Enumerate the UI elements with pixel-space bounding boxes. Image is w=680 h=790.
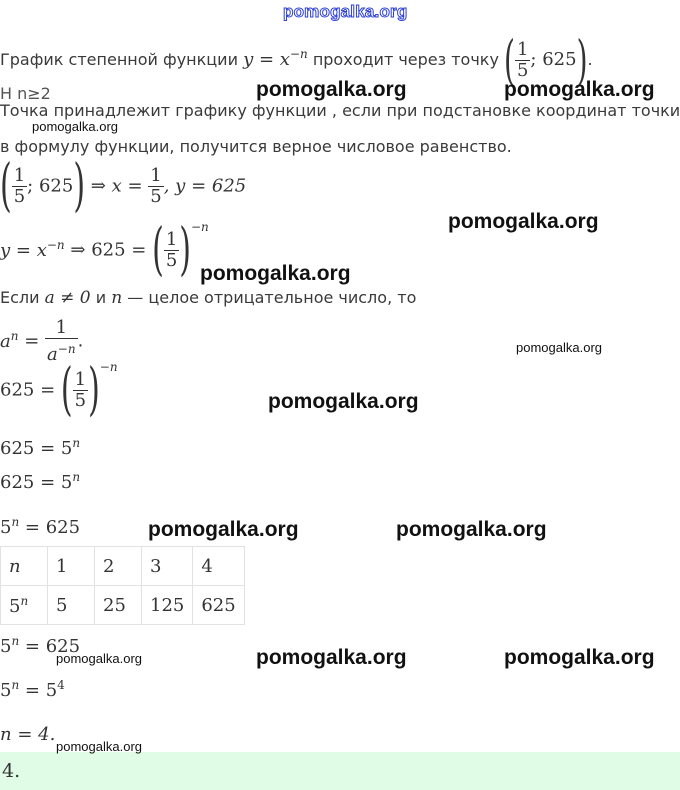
- table-cell: 125: [142, 586, 193, 625]
- watermark: pomogalka.org: [396, 518, 547, 541]
- intro-through: проходит через точку: [312, 50, 499, 69]
- table-cell: 2: [95, 547, 142, 586]
- intro-line: График степенной функции $y = x^{-n}$ проходит через точку ( $\frac{1}{5}$ ; 625).: [0, 29, 593, 92]
- watermark: pomogalka.org: [148, 518, 299, 541]
- intro-formula: $y = x^{-n}$: [243, 47, 308, 70]
- rule-line-2: в формулу функции, получится верное числовое равенство.: [0, 137, 512, 156]
- powers-table: [0, 546, 245, 625]
- table-cell: 3: [142, 547, 193, 586]
- definition-formula: $a^n$ = $\frac{1}{a^{-n}}$ .: [0, 317, 84, 365]
- math-step-3: 625 = ( $\frac{1}{5}$ )$^{-n}$: [0, 357, 118, 424]
- watermark: pomogalka.org: [504, 646, 655, 669]
- table-row: [1, 586, 245, 625]
- table-cell: 25: [95, 586, 142, 625]
- table-cell: 4: [193, 547, 244, 586]
- watermark: pomogalka.org: [504, 78, 655, 101]
- answer-box: [0, 752, 680, 790]
- table-cell: n: [1, 547, 48, 586]
- condition-line: Если a ≠ 0 и n — целое отрицательное число, то: [0, 288, 417, 308]
- math-step-2: $y = x^{-n}$ ⇒ 625 = ( $\frac{1}{5}$ )$^{-n}$: [0, 217, 209, 284]
- intro-text: График степенной функции: [0, 50, 238, 69]
- watermark: pomogalka.org: [56, 739, 142, 754]
- watermark: pomogalka.org: [448, 210, 599, 233]
- watermark: pomogalka.org: [256, 78, 407, 101]
- rule-line-1: Точка принадлежит графику функции , если при подстановке координат точки: [0, 101, 680, 120]
- math-step-8: $5^n = 5^4$: [0, 678, 65, 701]
- math-step-7: $5^n = 625$: [0, 634, 81, 657]
- table-row: [1, 547, 245, 586]
- table-cell: 5: [48, 586, 95, 625]
- math-step-9: n = 4.: [0, 724, 56, 745]
- watermark: pomogalka.org: [32, 119, 118, 134]
- watermark-top: pomogalka.org: [283, 2, 408, 21]
- watermark: pomogalka.org: [200, 262, 351, 285]
- watermark: pomogalka.org: [268, 390, 419, 413]
- partial-line: Н n≥2: [0, 84, 51, 103]
- watermark: pomogalka.org: [516, 340, 602, 355]
- answer-value: 4.: [2, 760, 21, 782]
- watermark: pomogalka.org: [256, 646, 407, 669]
- table-cell: 625: [193, 586, 244, 625]
- table-cell: 1: [48, 547, 95, 586]
- intro-point-frac: $\frac{1}{5}$: [516, 39, 529, 81]
- intro-point-y: 625: [542, 49, 577, 70]
- math-step-5: $625 = 5^n$: [0, 470, 81, 493]
- watermark: pomogalka.org: [56, 651, 142, 666]
- math-step-6: $5^n = 625$: [0, 515, 81, 538]
- math-step-4: $625 = 5^n$: [0, 436, 81, 459]
- table-cell: 5$^n$: [1, 586, 48, 625]
- math-step-1: ( $\frac{1}{5}$ ; 625) ⇒ x = $\frac{1}{5}$ , y = 625: [0, 153, 247, 220]
